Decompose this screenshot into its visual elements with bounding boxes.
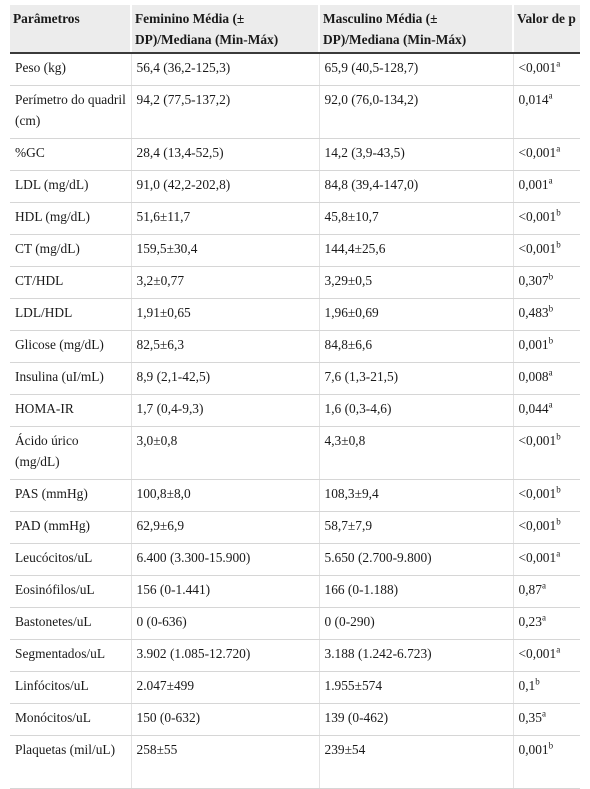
table-row bbox=[10, 608, 580, 640]
parameter-cell: PAD (mmHg) bbox=[10, 512, 131, 544]
parameter-cell: Bastonetes/uL bbox=[10, 608, 131, 640]
p-value: <0,001 bbox=[518, 486, 557, 501]
feminino-cell: 82,5±6,3 bbox=[131, 331, 319, 363]
masculino-cell: 3,29±0,5 bbox=[319, 267, 513, 299]
p-value-footnote-marker: a bbox=[548, 399, 553, 410]
table-row bbox=[10, 427, 580, 480]
parameter-cell: Peso (kg) bbox=[10, 53, 131, 86]
table-header bbox=[10, 5, 580, 53]
p-value-footnote-marker: b bbox=[556, 484, 561, 495]
header-valor-p: Valor de p bbox=[513, 5, 580, 53]
masculino-cell: 84,8±6,6 bbox=[319, 331, 513, 363]
p-value-cell bbox=[513, 480, 580, 512]
masculino-cell: 239±54 bbox=[319, 736, 513, 789]
p-value-cell bbox=[513, 544, 580, 576]
masculino-cell: 7,6 (1,3-21,5) bbox=[319, 363, 513, 395]
table-row bbox=[10, 576, 580, 608]
p-value-footnote-marker: a bbox=[556, 143, 561, 154]
feminino-cell: 100,8±8,0 bbox=[131, 480, 319, 512]
p-value-cell bbox=[513, 86, 580, 139]
feminino-cell: 91,0 (42,2-202,8) bbox=[131, 171, 319, 203]
feminino-cell: 150 (0-632) bbox=[131, 704, 319, 736]
p-value: <0,001 bbox=[518, 646, 557, 661]
p-value-cell bbox=[513, 53, 580, 86]
p-value-cell bbox=[513, 395, 580, 427]
p-value-cell bbox=[513, 640, 580, 672]
feminino-cell: 3,0±0,8 bbox=[131, 427, 319, 480]
p-value-footnote-marker: b bbox=[556, 207, 561, 218]
p-value: 0,483 bbox=[518, 305, 549, 320]
feminino-cell: 8,9 (2,1-42,5) bbox=[131, 363, 319, 395]
masculino-cell: 58,7±7,9 bbox=[319, 512, 513, 544]
p-value-cell bbox=[513, 512, 580, 544]
p-value-footnote-marker: a bbox=[548, 367, 553, 378]
table-row bbox=[10, 203, 580, 235]
p-value-cell bbox=[513, 736, 580, 789]
p-value-footnote-marker: b bbox=[556, 239, 561, 250]
masculino-cell: 65,9 (40,5-128,7) bbox=[319, 53, 513, 86]
table-row bbox=[10, 331, 580, 363]
p-value: <0,001 bbox=[518, 550, 557, 565]
p-value-cell bbox=[513, 299, 580, 331]
p-value-footnote-marker: a bbox=[541, 708, 546, 719]
table-container bbox=[10, 5, 580, 789]
masculino-cell: 1,96±0,69 bbox=[319, 299, 513, 331]
p-value-footnote-marker: b bbox=[548, 335, 554, 346]
parameters-table bbox=[10, 5, 580, 789]
p-value: <0,001 bbox=[518, 145, 557, 160]
table-row bbox=[10, 267, 580, 299]
p-value: 0,001 bbox=[518, 337, 549, 352]
p-value-footnote-marker: b bbox=[556, 516, 561, 527]
p-value-cell bbox=[513, 363, 580, 395]
table-row bbox=[10, 171, 580, 203]
parameter-cell: Monócitos/uL bbox=[10, 704, 131, 736]
p-value: 0,008 bbox=[518, 369, 549, 384]
table-row bbox=[10, 139, 580, 171]
parameter-cell: CT/HDL bbox=[10, 267, 131, 299]
table-row bbox=[10, 480, 580, 512]
table-row bbox=[10, 736, 580, 789]
parameter-cell: Linfócitos/uL bbox=[10, 672, 131, 704]
p-value-footnote-marker: b bbox=[548, 740, 554, 751]
table-row bbox=[10, 544, 580, 576]
parameter-cell: CT (mg/dL) bbox=[10, 235, 131, 267]
masculino-cell: 1,6 (0,3-4,6) bbox=[319, 395, 513, 427]
p-value-cell bbox=[513, 203, 580, 235]
p-value: 0,001 bbox=[518, 177, 549, 192]
feminino-cell: 3,2±0,77 bbox=[131, 267, 319, 299]
parameter-cell: Ácido úrico (mg/dL) bbox=[10, 427, 131, 480]
p-value: 0,1 bbox=[518, 678, 536, 693]
masculino-cell: 3.188 (1.242-6.723) bbox=[319, 640, 513, 672]
p-value: 0,87 bbox=[518, 582, 542, 597]
p-value: <0,001 bbox=[518, 433, 557, 448]
p-value-cell bbox=[513, 171, 580, 203]
p-value: 0,307 bbox=[518, 273, 549, 288]
p-value-footnote-marker: a bbox=[556, 644, 561, 655]
table-row bbox=[10, 640, 580, 672]
p-value-cell bbox=[513, 704, 580, 736]
feminino-cell: 3.902 (1.085-12.720) bbox=[131, 640, 319, 672]
p-value-footnote-marker: b bbox=[548, 271, 554, 282]
p-value-cell bbox=[513, 576, 580, 608]
p-value-cell bbox=[513, 427, 580, 480]
table-row bbox=[10, 363, 580, 395]
p-value: <0,001 bbox=[518, 209, 557, 224]
parameter-cell: PAS (mmHg) bbox=[10, 480, 131, 512]
table-row bbox=[10, 235, 580, 267]
p-value-footnote-marker: b bbox=[535, 676, 540, 687]
masculino-cell: 5.650 (2.700-9.800) bbox=[319, 544, 513, 576]
parameter-cell: LDL/HDL bbox=[10, 299, 131, 331]
masculino-cell: 84,8 (39,4-147,0) bbox=[319, 171, 513, 203]
p-value-cell bbox=[513, 235, 580, 267]
feminino-cell: 6.400 (3.300-15.900) bbox=[131, 544, 319, 576]
masculino-cell: 92,0 (76,0-134,2) bbox=[319, 86, 513, 139]
table-row bbox=[10, 299, 580, 331]
masculino-cell: 1.955±574 bbox=[319, 672, 513, 704]
p-value-cell bbox=[513, 267, 580, 299]
table-body bbox=[10, 53, 580, 789]
masculino-cell: 144,4±25,6 bbox=[319, 235, 513, 267]
feminino-cell: 1,91±0,65 bbox=[131, 299, 319, 331]
parameter-cell: Segmentados/uL bbox=[10, 640, 131, 672]
feminino-cell: 2.047±499 bbox=[131, 672, 319, 704]
p-value: 0,001 bbox=[518, 742, 549, 757]
feminino-cell: 51,6±11,7 bbox=[131, 203, 319, 235]
table-row bbox=[10, 672, 580, 704]
p-value-footnote-marker: a bbox=[556, 58, 561, 69]
p-value-footnote-marker: b bbox=[548, 303, 554, 314]
p-value: 0,044 bbox=[518, 401, 549, 416]
p-value-footnote-marker: a bbox=[548, 90, 553, 101]
table-row bbox=[10, 86, 580, 139]
header-parametros: Parâmetros bbox=[10, 5, 131, 53]
feminino-cell: 28,4 (13,4-52,5) bbox=[131, 139, 319, 171]
p-value: 0,23 bbox=[518, 614, 542, 629]
parameter-cell: Glicose (mg/dL) bbox=[10, 331, 131, 363]
feminino-cell: 159,5±30,4 bbox=[131, 235, 319, 267]
p-value: <0,001 bbox=[518, 60, 557, 75]
p-value-cell bbox=[513, 608, 580, 640]
parameter-cell: HOMA-IR bbox=[10, 395, 131, 427]
parameter-cell: LDL (mg/dL) bbox=[10, 171, 131, 203]
feminino-cell: 1,7 (0,4-9,3) bbox=[131, 395, 319, 427]
p-value: <0,001 bbox=[518, 241, 557, 256]
header-feminino: Feminino Média (± DP)/Mediana (Min-Máx) bbox=[131, 5, 319, 53]
feminino-cell: 156 (0-1.441) bbox=[131, 576, 319, 608]
masculino-cell: 108,3±9,4 bbox=[319, 480, 513, 512]
feminino-cell: 62,9±6,9 bbox=[131, 512, 319, 544]
table-row bbox=[10, 53, 580, 86]
feminino-cell: 258±55 bbox=[131, 736, 319, 789]
table-row bbox=[10, 512, 580, 544]
p-value-footnote-marker: a bbox=[541, 580, 546, 591]
parameter-cell: Leucócitos/uL bbox=[10, 544, 131, 576]
masculino-cell: 14,2 (3,9-43,5) bbox=[319, 139, 513, 171]
masculino-cell: 45,8±10,7 bbox=[319, 203, 513, 235]
masculino-cell: 4,3±0,8 bbox=[319, 427, 513, 480]
p-value: <0,001 bbox=[518, 518, 557, 533]
table-row bbox=[10, 704, 580, 736]
p-value: 0,014 bbox=[518, 92, 549, 107]
parameter-cell: Eosinófilos/uL bbox=[10, 576, 131, 608]
p-value-footnote-marker: a bbox=[541, 612, 546, 623]
header-row bbox=[10, 5, 580, 53]
parameter-cell: Insulina (uI/mL) bbox=[10, 363, 131, 395]
feminino-cell: 94,2 (77,5-137,2) bbox=[131, 86, 319, 139]
parameter-cell: Plaquetas (mil/uL) bbox=[10, 736, 131, 789]
masculino-cell: 139 (0-462) bbox=[319, 704, 513, 736]
p-value-cell bbox=[513, 331, 580, 363]
feminino-cell: 0 (0-636) bbox=[131, 608, 319, 640]
header-masculino: Masculino Média (± DP)/Mediana (Min-Máx) bbox=[319, 5, 513, 53]
p-value-footnote-marker: a bbox=[556, 548, 561, 559]
p-value: 0,35 bbox=[518, 710, 542, 725]
parameter-cell: HDL (mg/dL) bbox=[10, 203, 131, 235]
parameter-cell: Perímetro do quadril (cm) bbox=[10, 86, 131, 139]
p-value-cell bbox=[513, 139, 580, 171]
masculino-cell: 166 (0-1.188) bbox=[319, 576, 513, 608]
feminino-cell: 56,4 (36,2-125,3) bbox=[131, 53, 319, 86]
p-value-footnote-marker: b bbox=[556, 431, 561, 442]
p-value-cell bbox=[513, 672, 580, 704]
p-value-footnote-marker: a bbox=[548, 175, 553, 186]
parameter-cell: %GC bbox=[10, 139, 131, 171]
masculino-cell: 0 (0-290) bbox=[319, 608, 513, 640]
table-row bbox=[10, 395, 580, 427]
